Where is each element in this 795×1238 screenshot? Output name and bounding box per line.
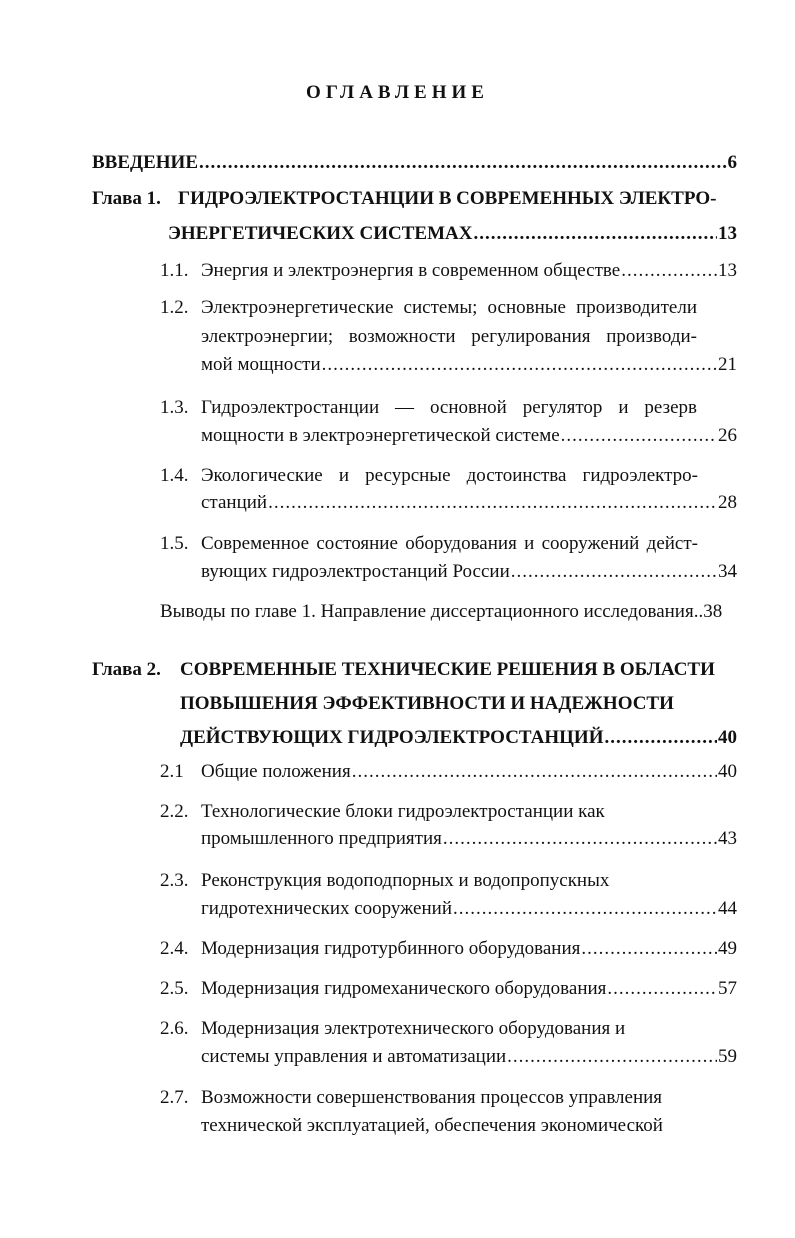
entry-text: станций	[201, 492, 268, 513]
entry-text: вующих гидроэлектростанций России	[201, 561, 510, 582]
entry-text-line: технической эксплуатацией, обеспечения экономической	[201, 1115, 663, 1136]
entry-page: 57	[718, 978, 737, 999]
chapter-title-line: СОВРЕМЕННЫЕ ТЕХНИЧЕСКИЕ РЕШЕНИЯ В ОБЛАСТИ	[180, 659, 715, 680]
section-number: 1.4.	[160, 465, 189, 486]
toc-entry-intro[interactable]	[92, 151, 737, 175]
dot-leader	[511, 560, 717, 584]
toc-entry-chapter-2[interactable]	[180, 726, 737, 750]
toc-title: ОГЛАВЛЕНИЕ	[306, 82, 489, 103]
entry-text: гидротехнических сооружений	[201, 898, 452, 919]
toc-entry-2-1[interactable]	[201, 760, 737, 784]
dot-leader	[268, 491, 717, 515]
entry-page: 21	[718, 354, 737, 375]
toc-entry-1-2[interactable]	[201, 353, 737, 377]
dot-leader	[561, 424, 717, 448]
section-number: 2.1	[160, 761, 184, 782]
entry-page: 40	[718, 761, 737, 782]
toc-entry-1-3[interactable]	[201, 424, 737, 448]
entry-text: ДЕЙСТВУЮЩИХ ГИДРОЭЛЕКТРОСТАНЦИЙ	[180, 727, 604, 748]
section-number: 2.4.	[160, 938, 189, 959]
toc-entry-1-5[interactable]	[201, 560, 737, 584]
dot-leader	[607, 977, 717, 1001]
entry-text-line: Модернизация электротехнического оборудования и	[201, 1018, 626, 1039]
dot-leader	[443, 827, 717, 851]
chapter-title-line: ПОВЫШЕНИЯ ЭФФЕКТИВНОСТИ И НАДЕЖНОСТИ	[180, 693, 674, 714]
entry-page: 28	[718, 492, 737, 513]
entry-page: 26	[718, 425, 737, 446]
entry-text: Энергия и электроэнергия в современном обществе	[201, 260, 621, 281]
entry-text: системы управления и автоматизации	[201, 1046, 507, 1067]
entry-page: 59	[718, 1046, 737, 1067]
dot-leader	[507, 1045, 717, 1069]
entry-page: 13	[718, 223, 737, 244]
entry-text-line: Технологические блоки гидроэлектростанции как	[201, 801, 605, 822]
entry-text-line: электроэнергии; возможности регулирования производи-	[201, 326, 697, 347]
entry-text: мой мощности	[201, 354, 321, 375]
entry-page: 40	[718, 727, 737, 748]
section-number: 2.7.	[160, 1087, 189, 1108]
entry-text: промышленного предприятия	[201, 828, 442, 849]
dot-leader	[322, 353, 717, 377]
entry-text-line: Экологические и ресурсные достоинства гидроэлектро-	[201, 465, 698, 486]
toc-entry-chapter-1[interactable]	[168, 222, 737, 246]
entry-page: 13	[718, 260, 737, 281]
toc-entry-1-4[interactable]	[201, 491, 737, 515]
entry-text-line: Современное состояние оборудования и сооружений дейст-	[201, 533, 698, 554]
toc-entry-2-3[interactable]	[201, 897, 737, 921]
entry-page: 43	[718, 828, 737, 849]
chapter-title-line: ГИДРОЭЛЕКТРОСТАНЦИИ В СОВРЕМЕННЫХ ЭЛЕКТРО-	[178, 188, 717, 209]
entry-text: Модернизация гидротурбинного оборудования	[201, 938, 581, 959]
entry-text-line: Реконструкция водоподпорных и водопропускных	[201, 870, 610, 891]
dot-leader	[604, 726, 717, 750]
entry-page: 6	[727, 152, 737, 173]
chapter-label: Глава 1.	[92, 188, 161, 209]
dot-leader	[581, 937, 717, 961]
section-number: 1.2.	[160, 297, 189, 318]
entry-text: ВВЕДЕНИЕ	[92, 152, 198, 173]
entry-text: мощности в электроэнергетической системе	[201, 425, 560, 446]
section-number: 1.3.	[160, 397, 189, 418]
dot-leader	[621, 259, 717, 283]
chapter-label: Глава 2.	[92, 659, 161, 680]
entry-text-line: Электроэнергетические системы; основные производители	[201, 297, 697, 318]
dot-leader	[352, 760, 717, 784]
section-number: 2.6.	[160, 1018, 189, 1039]
entry-page: 49	[718, 938, 737, 959]
toc-entry-2-4[interactable]	[201, 937, 737, 961]
entry-page: 44	[718, 898, 737, 919]
entry-text-line: Гидроэлектростанции — основной регулятор и резерв	[201, 397, 697, 418]
toc-entry-2-2[interactable]	[201, 827, 737, 851]
entry-text-line: Возможности совершенствования процессов управления	[201, 1087, 663, 1108]
toc-entry-conclusion-1[interactable]: Выводы по главе 1. Направление диссертационного исследования..38	[160, 601, 723, 622]
toc-entry-1-1[interactable]	[201, 259, 737, 283]
section-number: 2.2.	[160, 801, 189, 822]
entry-text: Модернизация гидромеханического оборудования	[201, 978, 607, 999]
entry-text: ЭНЕРГЕТИЧЕСКИХ СИСТЕМАХ	[168, 223, 473, 244]
dot-leader	[453, 897, 717, 921]
section-number: 2.5.	[160, 978, 189, 999]
entry-page: 34	[718, 561, 737, 582]
entry-text: Общие положения	[201, 761, 351, 782]
dot-leader	[199, 151, 727, 175]
toc-entry-2-6[interactable]	[201, 1045, 737, 1069]
dot-leader	[473, 222, 717, 246]
section-number: 1.1.	[160, 260, 189, 281]
toc-entry-2-5[interactable]	[201, 977, 737, 1001]
section-number: 2.3.	[160, 870, 189, 891]
section-number: 1.5.	[160, 533, 189, 554]
